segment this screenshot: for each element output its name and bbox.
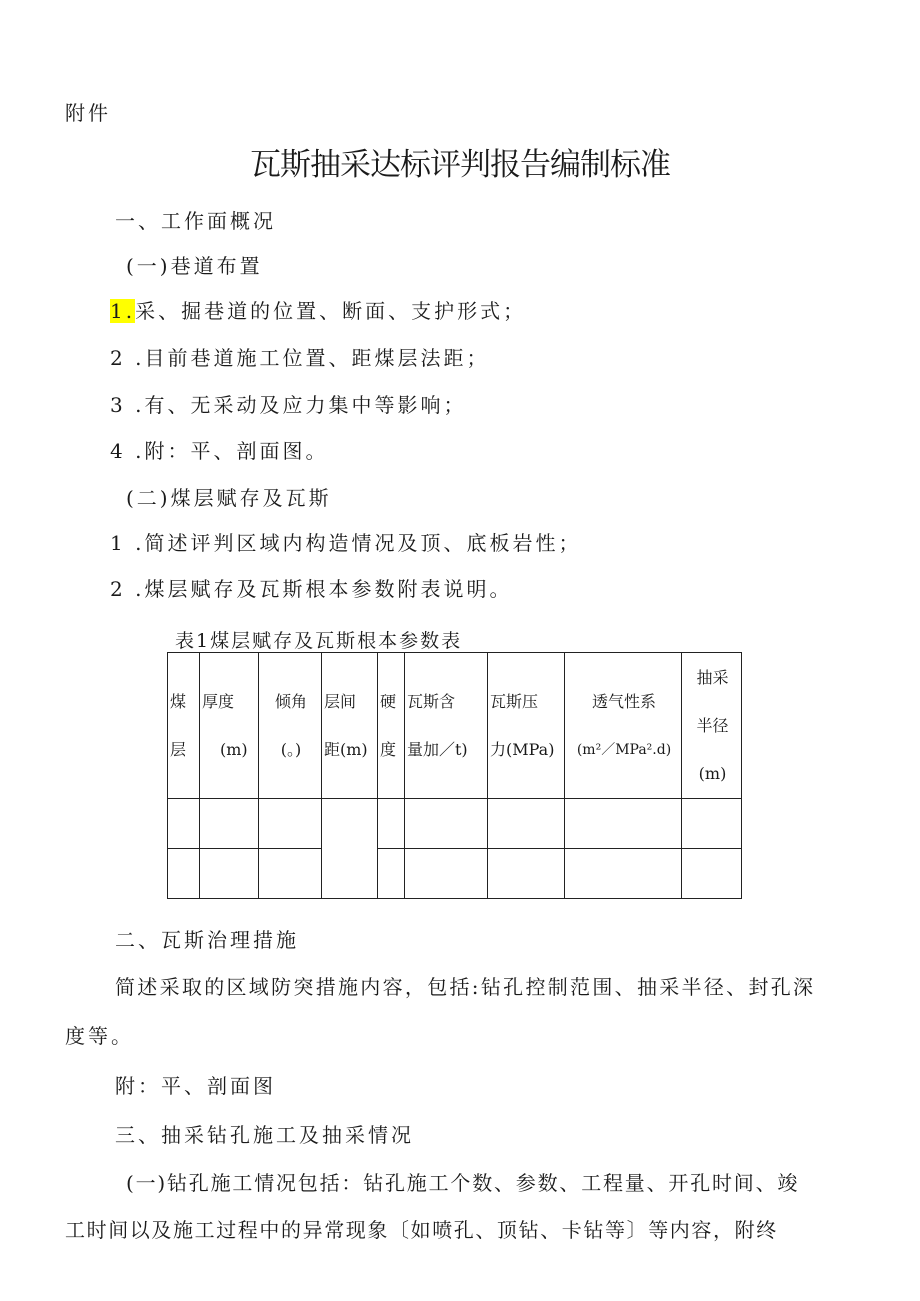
header-gas-pressure: 瓦斯压 力(MPa): [488, 653, 565, 799]
header-dip-angle: 倾角 (。): [259, 653, 322, 799]
table-cell: [200, 849, 259, 899]
section1-sub2-heading: (二)煤层赋存及瓦斯: [126, 486, 332, 510]
table-cell: [322, 799, 378, 899]
header-interlayer-distance: 层间 距(m): [322, 653, 378, 799]
section1-sub1-heading: (一)巷道布置: [126, 254, 263, 278]
section2-attachment: 附：平、剖面图: [115, 1074, 276, 1098]
section1-sub1-item1: [110, 301, 526, 321]
section2-paragraph-line1: 简述采取的区域防突措施内容，包括:钻孔控制范围、抽采半径、封孔深: [115, 975, 816, 999]
header-seam: 煤 层: [168, 653, 200, 799]
highlighted-number: 1.: [110, 299, 136, 323]
section3-heading: 三、抽采钻孔施工及抽采情况: [115, 1123, 414, 1147]
section2-heading: 二、瓦斯治理措施: [115, 928, 299, 952]
table-cell: [168, 799, 200, 849]
table-caption: 表1煤层赋存及瓦斯根本参数表: [175, 630, 463, 652]
table-cell: [378, 849, 405, 899]
header-drainage-radius: 抽采 半径 (m): [682, 653, 742, 799]
table-cell: [682, 849, 742, 899]
coal-seam-parameters-table: [167, 652, 742, 899]
table-row: [168, 849, 742, 899]
page-title: 瓦斯抽采达标评判报告编制标准: [250, 147, 670, 183]
table-cell: [405, 799, 488, 849]
section1-sub2-item2: 2 .煤层赋存及瓦斯根本参数附表说明。: [110, 577, 513, 601]
header-hardness: 硬 度: [378, 653, 405, 799]
table-cell: [200, 799, 259, 849]
attachment-label: 附件: [65, 101, 111, 125]
section3-sub1-line2: 工时间以及施工过程中的异常现象〔如喷孔、顶钻、卡钻等〕等内容，附终: [65, 1218, 778, 1242]
section1-sub2-item1: 1 .简述评判区域内构造情况及顶、底板岩性；: [110, 531, 582, 555]
table-cell: [488, 849, 565, 899]
table-row: [168, 799, 742, 849]
table-cell: [259, 799, 322, 849]
table-cell: [565, 799, 682, 849]
table-header-row: [168, 653, 742, 799]
section3-sub1-line1: (一)钻孔施工情况包括：钻孔施工个数、参数、工程量、开孔时间、竣: [126, 1171, 800, 1195]
section1-sub1-item4: 4 .附：平、剖面图。: [110, 439, 329, 463]
header-permeability: 透气性系 (m²／MPa².d): [565, 653, 682, 799]
section1-sub1-item3: 3 .有、无采动及应力集中等影响；: [110, 393, 467, 417]
table-cell: [488, 799, 565, 849]
table-cell: [168, 849, 200, 899]
table-cell: [378, 799, 405, 849]
table-cell: [259, 849, 322, 899]
table-cell: [405, 849, 488, 899]
table-cell: [682, 799, 742, 849]
header-gas-content: 瓦斯含 量加／t): [405, 653, 488, 799]
item1-text: 采、掘巷道的位置、断面、支护形式；: [135, 299, 527, 323]
header-thickness: 厚度 (m): [200, 653, 259, 799]
section2-paragraph-line2: 度等。: [65, 1024, 134, 1048]
section1-sub1-item2: 2 .目前巷道施工位置、距煤层法距；: [110, 346, 490, 370]
table-cell: [565, 849, 682, 899]
section1-heading: 一、工作面概况: [115, 209, 276, 233]
